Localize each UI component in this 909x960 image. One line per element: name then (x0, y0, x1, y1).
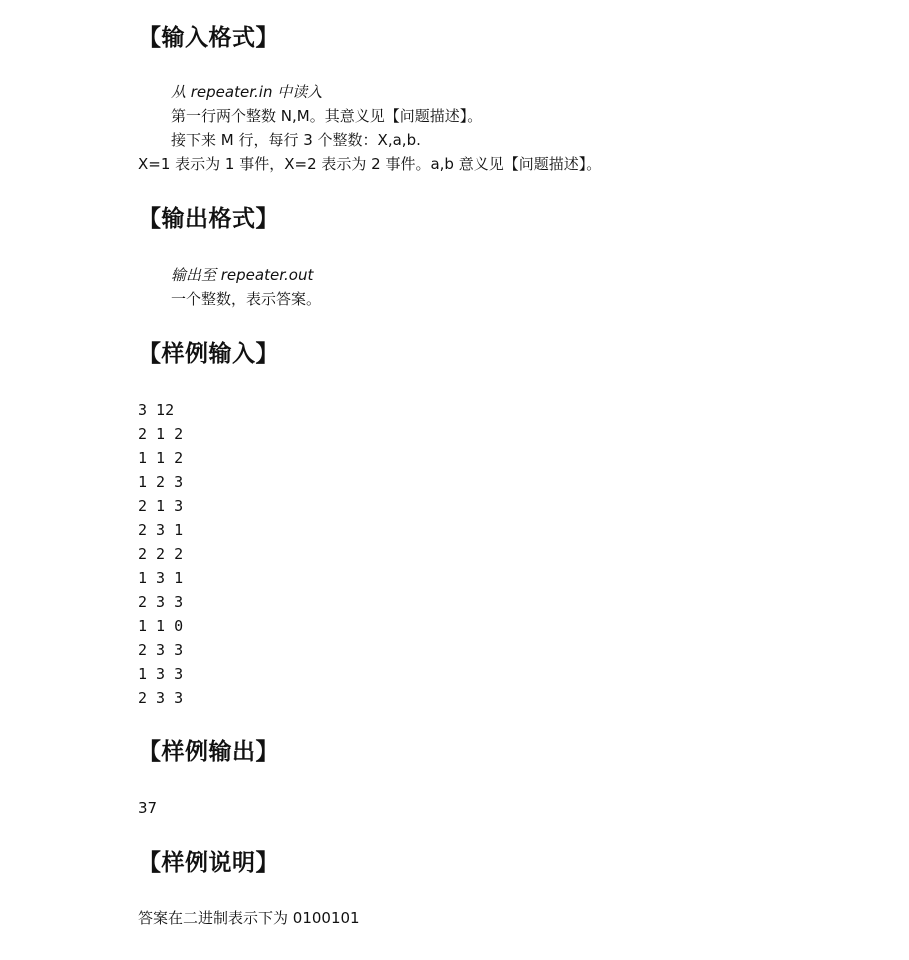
sample-input-line: 1 3 3 (138, 665, 184, 683)
sample-input-line: 2 2 2 (138, 545, 184, 563)
sample-input-line: 1 1 2 (138, 449, 184, 467)
sample-input-line: 1 3 1 (138, 569, 184, 587)
output-desc-line: 一个整数，表示答案。 (171, 290, 322, 308)
sample-explanation-text: 答案在二进制表示下为 0100101 (138, 909, 360, 927)
sample-output-heading: 【样例输出】 (138, 739, 279, 765)
input-first-line-desc: 第一行两个整数 N,M。其意义见【问题描述】。 (171, 107, 483, 125)
input-event-desc: X=1 表示为 1 事件，X=2 表示为 2 事件。a,b 意义见【问题描述】。 (138, 155, 602, 173)
sample-input-line: 1 1 0 (138, 617, 184, 635)
sample-output-value: 37 (138, 799, 158, 817)
sample-explanation-heading: 【样例说明】 (138, 850, 279, 876)
sample-input-line: 2 1 2 (138, 425, 184, 443)
sample-input-line: 2 3 3 (138, 641, 184, 659)
input-format-heading: 【输入格式】 (138, 25, 279, 51)
input-source-line: 从 repeater.in 中读入 (171, 83, 323, 101)
sample-input-line: 2 3 1 (138, 521, 184, 539)
output-format-heading: 【输出格式】 (138, 206, 279, 232)
sample-input-line: 3 12 (138, 401, 175, 419)
sample-input-heading: 【样例输入】 (138, 341, 279, 367)
sample-input-line: 1 2 3 (138, 473, 184, 491)
input-next-lines-desc: 接下来 M 行，每行 3 个整数：X,a,b. (171, 131, 421, 149)
sample-input-line: 2 3 3 (138, 689, 184, 707)
output-target-line: 输出至 repeater.out (171, 266, 314, 284)
sample-input-line: 2 1 3 (138, 497, 184, 515)
sample-input-line: 2 3 3 (138, 593, 184, 611)
